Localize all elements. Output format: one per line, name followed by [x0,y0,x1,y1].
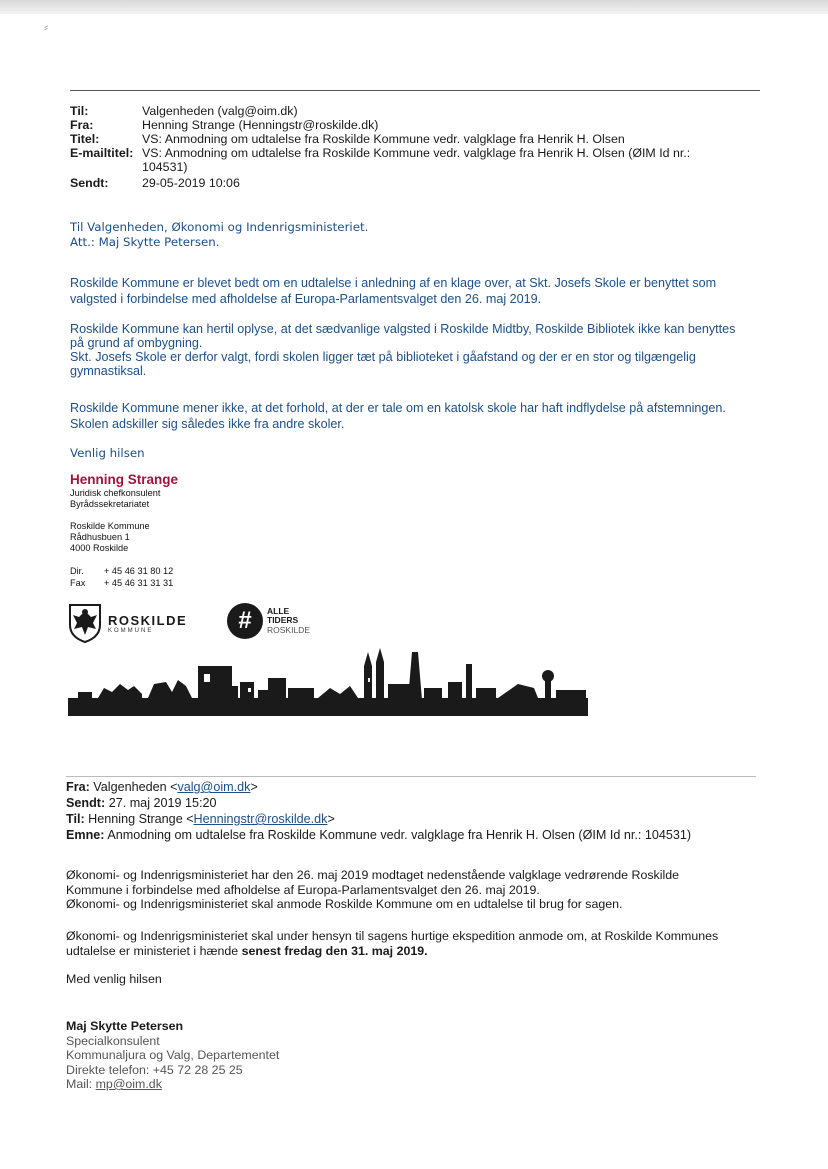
scan-speck: ⸗ [44,20,48,34]
orig-from-row [66,779,786,795]
fax-label: Fax [70,577,86,588]
to-row [70,104,770,118]
subject-line-2: 104531) [142,160,188,174]
title-row [70,132,770,146]
dir-label: Dir. [70,566,84,576]
roskilde-kommune-logo [68,603,187,643]
roskilde-wordmark [108,613,187,634]
alle-tiders-wordmark [267,607,310,636]
dir-row [70,566,173,578]
fax-row [70,578,173,590]
b2-line-2-text: udtalelse er ministeriet i hænde [66,943,242,958]
tiders-text: TIDERS [267,615,299,626]
original-signature [66,1019,279,1092]
from-row [70,118,770,132]
to-value: Valgenheden (valg@oim.dk) [142,104,298,118]
orig-from-label: Fra: [66,780,90,794]
signature-name: Henning Strange [70,472,179,487]
from-label: Fra: [70,118,94,132]
subject-row [70,146,770,174]
title-value: VS: Anmodning om udtalelse fra Roskilde Kommune vedr. valgklage fra Henrik H. Olsen [142,132,625,146]
orig-sig-phone: Direkte telefon: +45 72 28 25 25 [66,1062,243,1077]
greeting-line: Til Valgenheden, Økonomi og Indenrigsministeriet. [70,220,369,234]
orig-sig-mail-row [66,1077,279,1092]
orig-from-name: Valgenheden < [93,780,178,794]
signature-role: Juridisk chefkonsulent [70,488,161,498]
orig-to-end: > [327,812,335,826]
orig-from-end: > [250,780,258,794]
p3-line-1: Roskilde Kommune mener ikke, at det forhold, at der er tale om en katolsk skole har haft indflydelse på afstemningen. [70,401,726,415]
signature-title-block [70,488,160,510]
p2-line-3: Skt. Josefs Skole er derfor valgt, fordi skolen ligger tæt på biblioteket i gåafstand og der er en stor og tilgængelig [70,350,696,364]
p2-line-2: på grund af ombygning. [70,336,203,350]
orig-sig-dept: Kommunaljura og Valg, Departementet [66,1048,280,1062]
orig-to-label: Til: [66,812,85,826]
orig-sent-row [66,795,786,811]
alle-text: ALLE [267,605,290,616]
b1-line-1: Økonomi- og Indenrigsministeriet har den 26. maj 2019 modtaget nedenstående valgklage vedrørende Roskilde [66,868,680,882]
email-header [70,104,770,190]
att-line: Att.: Maj Skytte Petersen. [70,235,220,249]
roskilde-sub: KOMMUNE [108,627,154,634]
reply-paragraph-3 [70,401,726,432]
subject-value [142,146,770,174]
orig-subject-label: Emne: [66,828,105,842]
reply-paragraph-2 [70,322,735,378]
orig-sent-value: 27. maj 2019 15:20 [108,796,217,810]
orig-sent-label: Sendt: [66,796,106,810]
b1-line-3: Økonomi- og Indenrigsministeriet skal anmode Roskilde Kommune om en udtalelse til brug for sagen. [66,897,623,911]
dir-number: + 45 46 31 80 12 [104,566,174,576]
alle-tiders-logo [227,603,310,639]
orig-to-name: Henning Strange < [88,812,194,826]
orig-sig-mail-link[interactable]: mp@oim.dk [95,1077,162,1091]
orig-sig-title: Specialkonsulent [66,1033,160,1048]
reply-greeting [70,220,368,250]
p2-line-1: Roskilde Kommune kan hertil oplyse, at det sædvanlige valgsted i Roskilde Midtby, Roskilde Bibliotek ikke kan benyttes [70,322,736,336]
signature-city: 4000 Roskilde [70,543,129,553]
b2-line-2 [66,944,766,959]
roskilde-name: ROSKILDE [108,612,188,628]
sent-label: Sendt: [70,176,109,190]
subject-label: E-mailtitel: [70,146,134,160]
roskilde-text: ROSKILDE [267,624,310,635]
orig-sig-mail-label: Mail: [66,1077,96,1091]
b2-line-1: Økonomi- og Indenrigsministeriet skal under hensyn til sagens hurtige ekspedition anmode om, at Roskilde Kommunes [66,929,719,943]
p1-line-2: valgsted i forbindelse med afholdelse af Europa-Parlamentsvalget den 26. maj 2019. [70,291,542,306]
p3-line-2: Skolen adskiller sig således ikke fra andre skoler. [70,416,345,431]
hashtag-icon: # [227,603,263,639]
orig-from-email-link[interactable]: valg@oim.dk [177,780,251,794]
reply-closing: Venlig hilsen [70,446,145,460]
to-label: Til: [70,104,89,118]
subject-line-1: VS: Anmodning om udtalelse fra Roskilde Kommune vedr. valgklage fra Henrik H. Olsen (ØIM Id nr.: [142,146,691,160]
original-closing: Med venlig hilsen [66,972,162,986]
forward-divider [66,776,756,777]
orig-subject-row [66,827,786,843]
deadline-text: senest fredag den 31. maj 2019. [241,943,428,958]
signature-dept: Byrådssekretariatet [70,499,150,509]
original-paragraph-2 [66,929,766,958]
original-paragraph-1 [66,868,766,912]
title-label: Titel: [70,132,100,146]
fax-number: + 45 46 31 31 31 [104,577,174,588]
original-message-header [66,779,786,843]
signature-org: Roskilde Kommune [70,521,150,531]
scan-edge [0,0,828,14]
signature-street: Rådhusbuen 1 [70,532,130,542]
orig-to-email-link[interactable]: Henningstr@roskilde.dk [193,812,328,826]
header-divider [70,90,760,91]
orig-sig-name: Maj Skytte Petersen [66,1019,184,1033]
orig-to-row [66,811,786,827]
b1-line-2: Kommune i forbindelse med afholdelse af Europa-Parlamentsvalget den 26. maj 2019. [66,882,540,897]
sent-row [70,176,770,190]
signature-address [70,521,150,554]
signature-phones [70,566,173,589]
sent-value: 29-05-2019 10:06 [142,176,240,190]
roskilde-skyline-graphic [68,648,590,718]
reply-paragraph-1 [70,276,716,307]
orig-subject-value: Anmodning om udtalelse fra Roskilde Kommune vedr. valgklage fra Henrik H. Olsen (ØIM Id nr.: 104531) [107,828,692,842]
roskilde-shield-icon [68,603,102,643]
p2-line-4: gymnastiksal. [70,364,147,378]
from-value: Henning Strange (Henningstr@roskilde.dk) [142,118,379,132]
p1-line-1: Roskilde Kommune er blevet bedt om en udtalelse i anledning af en klage over, at Skt. Josefs Skole er benyttet som [70,276,717,290]
